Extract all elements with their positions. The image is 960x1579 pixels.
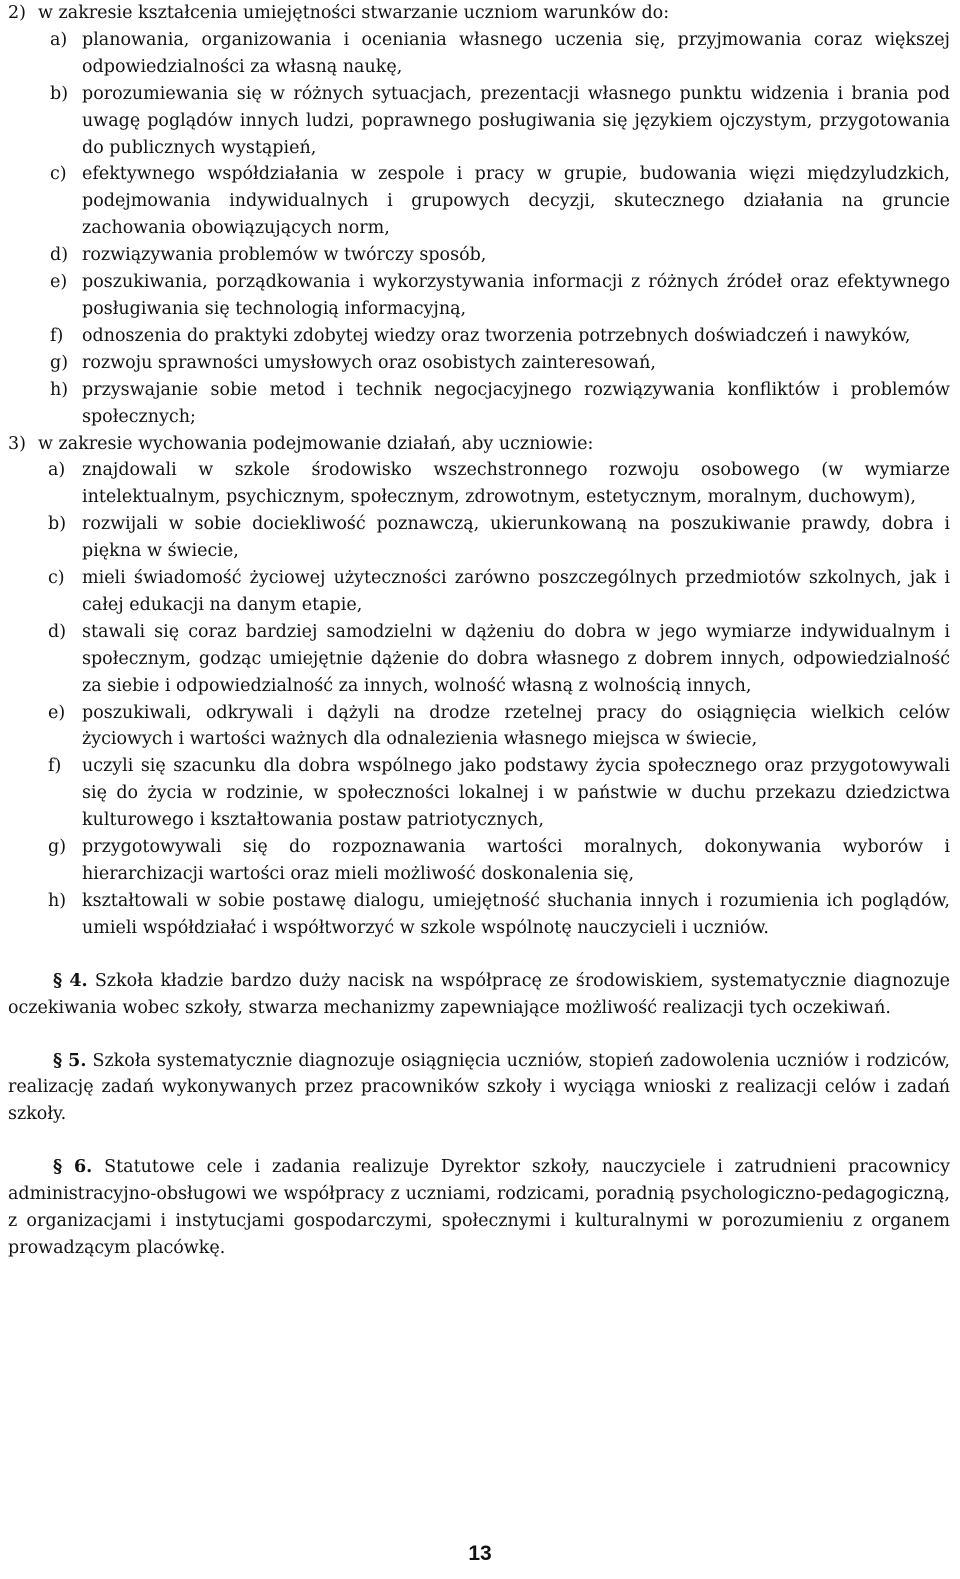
list-item (8, 81, 950, 162)
item-label: c) (48, 568, 65, 589)
item-text: przyswajanie sobie metod i technik negocjacyjnego rozwiązywania konfliktów i problemów społecznych; (82, 379, 950, 427)
list-item (8, 619, 950, 700)
list-item (8, 27, 950, 81)
list-item (8, 242, 950, 269)
item-text: kształtowali w sobie postawę dialogu, umiejętność słuchania innych i rozumienia ich poglądów, umieli współdziałać i współtworzyć w szkole wspólnotę nauczycieli i uczniów. (82, 890, 950, 938)
item-label: b) (50, 83, 69, 104)
section-intro: w zakresie kształcenia umiejętności stwarzanie uczniom warunków do: (38, 3, 670, 23)
paragraph-text: Statutowe cele i zadania realizuje Dyrektor szkoły, nauczyciele i zatrudnieni pracownicy administracyjno-obsługowi we współpracy z uczniami, rodzicami, poradnią psychologiczno-pedagogiczną, z organizacjami i instytucjami gospodarczymi, społecznymi i kulturalnymi w porozumieniu z organem prowadzącym placówkę. (8, 1157, 950, 1258)
section-intro: w zakresie wychowania podejmowanie działań, aby uczniowie: (38, 433, 594, 454)
item-label: h) (50, 379, 69, 400)
paragraph-sign: § (53, 1050, 63, 1071)
item-text: przygotowywali się do rozpoznawania wartości moralnych, dokonywania wyborów i hierarchizacji wartości oraz mieli możliwość doskonalenia się, (82, 837, 950, 884)
item-label: e) (48, 702, 66, 723)
item-label: f) (48, 756, 62, 777)
item-text: rozwoju sprawności umysłowych oraz osobistych zainteresowań, (82, 352, 656, 373)
paragraph-4 (8, 968, 950, 1022)
item-text: efektywnego współdziałania w zespole i pracy w grupie, budowania więzi międzyludzkich, podejmowania indywidualnych i grupowych decyzji, skutecznego działania na gruncie zachowania obowiązujących norm, (82, 164, 950, 239)
item-label: a) (50, 29, 68, 50)
spacer (8, 1128, 950, 1154)
paragraph-sign: § (53, 1157, 63, 1178)
paragraph-sign: § (53, 970, 63, 991)
list-item (8, 269, 950, 323)
paragraph-text: Szkoła kładzie bardzo duży nacisk na współpracę ze środowiskiem, systematycznie diagnozuje oczekiwania wobec szkoły, stwarza mechanizmy zapewniające możliwość realizacji tych oczekiwań. (8, 970, 950, 1018)
item-label: h) (48, 890, 67, 911)
paragraph-text: Szkoła systematycznie diagnozuje osiągnięcia uczniów, stopień zadowolenia uczniów i rodziców, realizację zadań wykonywanych przez pracowników szkoły i wyciąga wnioski z realizacji celów i zadań szkoły. (8, 1050, 950, 1125)
item-label: g) (48, 837, 67, 858)
item-label: a) (48, 460, 66, 481)
section-3 (8, 431, 950, 942)
section-number: 2) (8, 3, 26, 23)
list-item (8, 323, 950, 350)
list-item (8, 350, 950, 377)
paragraph-5 (8, 1048, 950, 1129)
item-text: rozwijali w sobie dociekliwość poznawczą, ukierunkowaną na poszukiwanie prawdy, dobra i piękna w świecie, (82, 514, 950, 562)
item-text: mieli świadomość życiowej użyteczności zarówno poszczególnych przedmiotów szkolnych, jak i całej edukacji na danym etapie, (82, 568, 950, 615)
item-label: d) (48, 621, 67, 642)
list-item (8, 457, 950, 511)
item-label: b) (48, 514, 67, 535)
list-item (8, 888, 950, 942)
item-text: stawali się coraz bardziej samodzielni w dążeniu do dobra w jego wymiarze indywidualnym i społecznym, godząc umiejętnie dążenie do dobra własnego z dobrem innych, odpowiedzialność za siebie i odpowiedzialność za innych, wolność własną z wolnością innych, (82, 621, 950, 696)
spacer (8, 1022, 950, 1048)
list-item (8, 834, 950, 888)
item-label: e) (50, 272, 68, 293)
list-item (8, 700, 950, 754)
list-item (8, 753, 950, 834)
paragraph-number: 6. (74, 1157, 93, 1178)
section-2 (8, 0, 950, 431)
item-text: planowania, organizowania i oceniania własnego uczenia się, przyjmowania coraz większej odpowiedzialności za własną naukę, (82, 29, 950, 77)
paragraph-6 (8, 1154, 950, 1262)
paragraph-number: 4. (69, 970, 88, 991)
page-number: 13 (468, 1542, 492, 1565)
paragraph-number: 5. (68, 1050, 87, 1071)
item-text: poszukiwali, odkrywali i dążyli na drodze rzetelnej pracy do osiągnięcia wielkich celów życiowych i wartości ważnych dla odnalezienia własnego miejsca w świecie, (82, 702, 950, 750)
item-text: uczyli się szacunku dla dobra wspólnego jako podstawy życia społecznego oraz przygotowywali się do życia w rodzinie, w społeczności lokalnej i w państwie w duchu przekazu dziedzictwa kulturowego i kształtowania postaw patriotycznych, (82, 756, 950, 831)
section-number: 3) (8, 433, 26, 454)
item-text: odnoszenia do praktyki zdobytej wiedzy oraz tworzenia potrzebnych doświadczeń i nawyków, (82, 325, 911, 346)
list-item (8, 377, 950, 431)
item-label: c) (50, 164, 67, 185)
item-text: porozumiewania się w różnych sytuacjach, prezentacji własnego punktu widzenia i brania pod uwagę poglądów innych ludzi, poprawnego posługiwania się językiem ojczystym, przygotowania do publicznych wystąpień, (82, 83, 950, 158)
list-item (8, 511, 950, 565)
list-item (8, 161, 950, 242)
item-label: d) (50, 245, 69, 266)
spacer (8, 942, 950, 968)
item-text: rozwiązywania problemów w twórczy sposób, (82, 245, 487, 266)
document-page (8, 0, 950, 1262)
item-label: f) (50, 325, 64, 346)
item-label: g) (50, 352, 69, 373)
item-text: poszukiwania, porządkowania i wykorzystywania informacji z różnych źródeł oraz efektywnego posługiwania się technologią informacyjną, (82, 272, 950, 319)
item-text: znajdowali w szkole środowisko wszechstronnego rozwoju osobowego (w wymiarze intelektualnym, psychicznym, społecznym, zdrowotnym, estetycznym, moralnym, duchowym), (82, 460, 950, 508)
list-item (8, 565, 950, 619)
